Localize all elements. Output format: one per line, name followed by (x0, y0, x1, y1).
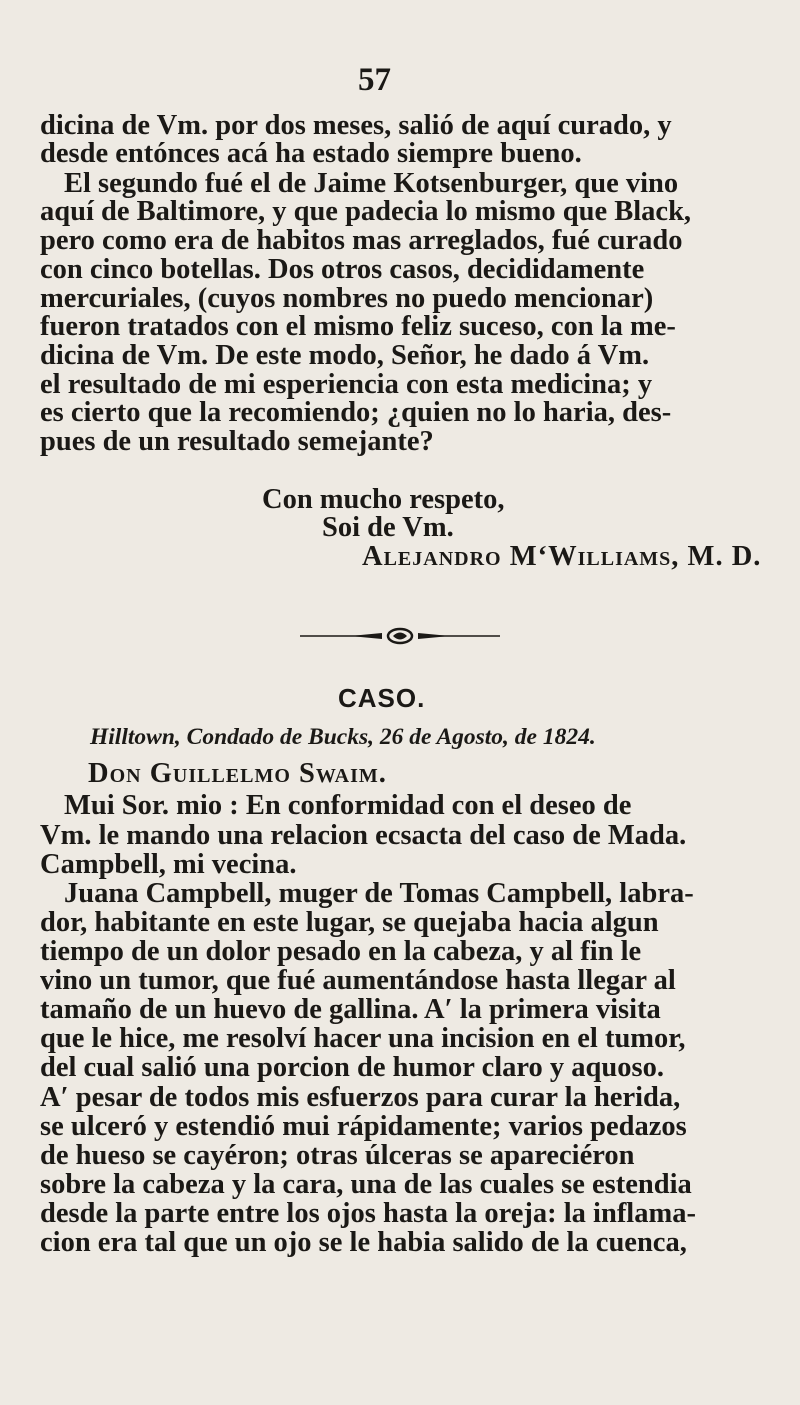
text-line: aquí de Baltimore, y que padecia lo mismo que Black, (40, 196, 692, 227)
text-line: pues de un resultado semejante? (40, 426, 434, 457)
text-line: Juana Campbell, muger de Tomas Campbell, labra- (64, 878, 694, 909)
page-number: 57 (358, 62, 391, 98)
dateline: Hilltown, Condado de Bucks, 26 de Agosto, de 1824. (90, 724, 596, 750)
closing-respect: Con mucho respeto, (262, 484, 505, 515)
text-line: dor, habitante en este lugar, se quejaba hacia algun (40, 907, 659, 938)
text-line: dicina de Vm. por dos meses, salió de aquí curado, y (40, 110, 672, 141)
text-line: cion era tal que un ojo se le habia salido de la cuenca, (40, 1227, 687, 1258)
closing-soi: Soi de Vm. (322, 512, 454, 543)
text-line: Campbell, mi vecina. (40, 849, 297, 880)
text-line: A′ pesar de todos mis esfuerzos para curar la herida, (40, 1082, 681, 1113)
addressee: Don Guillelmo Swaim. (88, 758, 387, 789)
signature: Alejandro M‘Williams, M. D. (362, 541, 762, 572)
text-line: tamaño de un huevo de gallina. A′ la primera visita (40, 994, 661, 1025)
text-line: se ulceró y estendió mui rápidamente; varios pedazos (40, 1111, 687, 1142)
text-line: pero como era de habitos mas arreglados, fué curado (40, 225, 683, 256)
text-line: desde entónces acá ha estado siempre bueno. (40, 138, 582, 169)
text-line: que le hice, me resolví hacer una incision en el tumor, (40, 1023, 686, 1054)
text-line: del cual salió una porcion de humor claro y aquoso. (40, 1052, 664, 1083)
text-line: El segundo fué el de Jaime Kotsenburger, que vino (64, 168, 679, 199)
text-line: fueron tratados con el mismo feliz suceso, con la me- (40, 311, 676, 342)
text-line: vino un tumor, que fué aumentándose hasta llegar al (40, 965, 676, 996)
text-line: de hueso se cayéron; otras úlceras se apareciéron (40, 1140, 635, 1171)
text-line: tiempo de un dolor pesado en la cabeza, y al fin le (40, 936, 642, 967)
text-line: Vm. le mando una relacion ecsacta del caso de Mada. (40, 820, 687, 851)
text-line: mercuriales, (cuyos nombres no puedo mencionar) (40, 283, 654, 314)
ornament-divider-icon (300, 626, 500, 646)
section-title: CASO. (338, 683, 426, 713)
text-line: con cinco botellas. Dos otros casos, decididamente (40, 254, 645, 285)
text-line: el resultado de mi esperiencia con esta medicina; y (40, 369, 653, 400)
text-line: sobre la cabeza y la cara, una de las cuales se estendia (40, 1169, 692, 1200)
text-line: desde la parte entre los ojos hasta la oreja: la inflama- (40, 1198, 696, 1229)
text-line: es cierto que la recomiendo; ¿quien no lo haria, des- (40, 397, 672, 428)
text-line: dicina de Vm. De este modo, Señor, he dado á Vm. (40, 340, 650, 371)
text-line: Mui Sor. mio : En conformidad con el deseo de (64, 790, 632, 821)
